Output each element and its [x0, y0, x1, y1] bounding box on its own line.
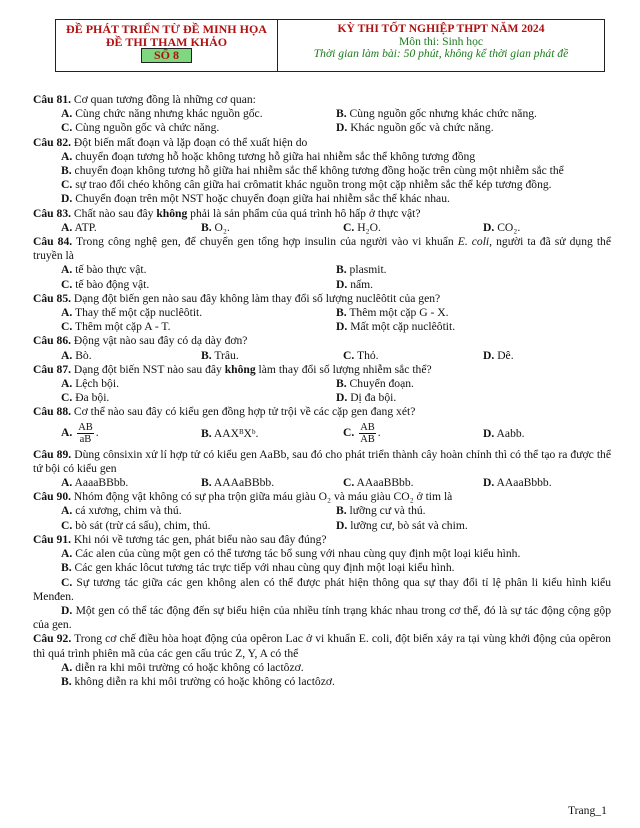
- option-a: cá xương, chim và thú.: [75, 504, 182, 518]
- option-d: CO₂.: [497, 220, 521, 234]
- option-label: A.: [61, 306, 73, 320]
- option-d: Khác nguồn gốc và chức năng.: [350, 121, 494, 135]
- option-label: C.: [61, 575, 73, 589]
- question-number: Câu 83.: [33, 206, 72, 220]
- option-label: A.: [61, 504, 73, 518]
- option-label: C.: [61, 121, 73, 135]
- question-number: Câu 86.: [33, 334, 72, 348]
- question-text: Trong cơ chế điều hòa hoạt động của opêron Lac ở vi khuẩn E. coli, đột biến xảy ra tại vùng khởi động của opêron thì quá trình phiên mã của các gen cấu trúc Z, Y, A có thể: [33, 632, 611, 660]
- options-row: A. $\frac{AB}{aB}$ . B. AAXᴮXᵇ. C. $\frac{AB}{AB}$ . D. Aabb.: [61, 422, 525, 446]
- option-label: D.: [483, 348, 495, 362]
- options-row: [33, 306, 611, 320]
- options-row: [33, 476, 611, 490]
- question-number: Câu 82.: [33, 135, 72, 149]
- question-81: [33, 93, 611, 107]
- question-89: [33, 448, 611, 476]
- option-a: Thay thế một cặp nuclêôtit.: [74, 306, 203, 320]
- question-text: Trong công nghệ gen, để chuyển gen tổng hợp insulin của người vào vi khuẩn: [72, 235, 458, 249]
- option-c: bò sát (trừ cá sấu), chim, thú.: [75, 518, 211, 532]
- question-text: Chất nào sau đây: [71, 206, 157, 220]
- header-left-line2: ĐỀ THI THAM KHẢO: [105, 34, 228, 49]
- header-left: [56, 20, 278, 71]
- option-label: C.: [61, 391, 73, 405]
- question-91: [33, 533, 611, 547]
- option-b: Trâu.: [214, 348, 239, 362]
- option-d: Mất một cặp nuclêôtit.: [350, 320, 456, 334]
- option-b: AAAaBBbb.: [213, 476, 275, 490]
- question-85: [33, 292, 611, 306]
- option-label: B.: [336, 306, 347, 320]
- option-c: Thỏ.: [356, 348, 379, 362]
- option-c: Thêm một cặp A - T.: [74, 320, 171, 334]
- option-label: B.: [201, 476, 212, 490]
- question-text: Dùng cônsixin xử lí hợp tử có kiểu gen AaBb, sau đó cho phát triển thành cây hoàn chỉnh thì có thể tạo ra được thể tứ bội có kiểu gen: [33, 447, 611, 475]
- question-text: phải là sản phẩm của quá trình hô hấp ở thực vật?: [187, 206, 421, 220]
- question-number: Câu 90.: [33, 490, 72, 504]
- option-d: Một gen có thể tác động đến sự biểu hiện của nhiều tính trạng khác nhau trong cơ thể, đó là sự tác động cộng gộp của gen.: [33, 603, 611, 632]
- option-b-row: [33, 561, 611, 575]
- question-number: Câu 88.: [33, 405, 72, 419]
- option-c: Cùng nguồn gốc và chức năng.: [75, 121, 220, 135]
- option-b: Các gen khác lôcut tương tác trực tiếp với nhau cùng quy định một loại kiểu hình.: [74, 561, 455, 575]
- option-label: A.: [61, 377, 73, 391]
- options-row: [33, 221, 611, 235]
- option-label: B.: [336, 263, 347, 277]
- option-b: Thêm một cặp G - X.: [349, 306, 449, 320]
- options-row: [33, 278, 611, 292]
- question-number: Câu 87.: [33, 362, 72, 376]
- option-label: A.: [61, 149, 73, 163]
- option-a: AaaaBBbb.: [74, 476, 129, 490]
- option-label: B.: [61, 561, 72, 575]
- fraction-denominator: AB: [360, 434, 375, 446]
- option-c-fraction: [359, 422, 376, 445]
- fraction-denominator: aB: [79, 434, 92, 446]
- option-c: AAaaBBbb.: [356, 476, 414, 490]
- option-c-row: [33, 178, 611, 192]
- option-b-row: [33, 164, 611, 178]
- option-b: Cùng nguồn gốc nhưng khác chức năng.: [349, 107, 537, 121]
- option-label: A.: [61, 263, 73, 277]
- question-text: Khi nói về tương tác gen, phát biểu nào sau đây đúng?: [71, 532, 327, 546]
- options-row: [33, 121, 611, 135]
- options-row: [33, 377, 611, 391]
- option-c: sự trao đổi chéo không cân giữa hai crômatit khác nguồn trong một cặp nhiễm sắc thể kép tương đồng.: [75, 178, 552, 192]
- question-emphasis: không: [224, 362, 256, 376]
- option-label: B.: [201, 220, 212, 234]
- option-c: Đa bội.: [75, 391, 110, 405]
- option-label: D.: [336, 391, 348, 405]
- question-87: [33, 363, 611, 377]
- option-label: D.: [61, 192, 73, 206]
- question-text: Dạng đột biến gen nào sau đây không làm thay đổi số lượng nuclêôtit của gen?: [71, 291, 441, 305]
- option-b: Chuyển đoạn.: [349, 377, 414, 391]
- option-label: C.: [343, 426, 355, 440]
- option-c: tế bào động vật.: [75, 277, 150, 291]
- option-a: diễn ra khi môi trường có hoặc không có lactôzơ.: [75, 660, 304, 674]
- option-label: D.: [336, 320, 348, 334]
- exam-number-badge: SỐ 8: [141, 48, 192, 63]
- option-d: Chuyển đoạn trên một NST hoặc chuyển đoạn giữa hai nhiễm sắc thể khác nhau.: [75, 192, 450, 206]
- option-label: B.: [61, 164, 72, 178]
- option-c: Sự tương tác giữa các gen không alen có thể được phát hiện thông qua sự thay đổi tỉ lệ phân li kiểu hình kiểu Menđen.: [33, 575, 611, 603]
- option-a: chuyển đoạn tương hỗ hoặc không tương hỗ giữa hai nhiễm sắc thể không tương đồng: [75, 149, 476, 163]
- page-number: Trang_1: [568, 804, 607, 817]
- option-a: ATP.: [74, 220, 97, 234]
- option-label: A.: [61, 426, 73, 440]
- question-text: làm thay đổi số lượng nhiễm sắc thể?: [255, 362, 432, 376]
- option-b: plasmit.: [349, 263, 387, 277]
- exam-subject: Môn thi: Sinh học: [398, 34, 484, 48]
- option-c-row: [33, 576, 611, 604]
- question-number: Câu 92.: [33, 632, 72, 646]
- option-label: B.: [336, 377, 347, 391]
- question-number: Câu 81.: [33, 93, 72, 106]
- option-d: Aabb.: [496, 426, 525, 440]
- option-label: B.: [201, 348, 212, 362]
- option-a-row: [33, 661, 611, 675]
- option-d: Dị đa bội.: [350, 391, 397, 405]
- option-b-row: [33, 675, 611, 689]
- options-row: [33, 320, 611, 334]
- fraction-numerator: AB: [360, 422, 375, 434]
- option-label: D.: [61, 603, 73, 617]
- question-number: Câu 91.: [33, 532, 72, 546]
- option-a: Lệch bội.: [75, 377, 119, 391]
- option-label: D.: [336, 518, 348, 532]
- question-90: [33, 490, 611, 504]
- question-species: E. coli: [457, 235, 490, 249]
- option-label: D.: [483, 426, 495, 440]
- option-b: O₂.: [214, 220, 230, 234]
- option-b: lưỡng cư và thú.: [349, 504, 426, 518]
- question-86: [33, 334, 611, 348]
- option-label: C.: [343, 348, 355, 362]
- question-92: [33, 632, 611, 660]
- option-label: C.: [61, 518, 73, 532]
- header-left-line1: ĐỀ PHÁT TRIỂN TỪ ĐỀ MINH HỌA: [66, 22, 267, 36]
- options-row: [33, 519, 611, 533]
- question-84: [33, 235, 611, 263]
- option-label: A.: [61, 220, 73, 234]
- option-label: C.: [343, 220, 355, 234]
- question-text: , người ta đã sử dụng thể truyền là: [33, 235, 611, 263]
- option-d: nấm.: [350, 277, 374, 291]
- options-row: [33, 504, 611, 518]
- fraction-numerator: AB: [78, 422, 93, 434]
- options-row: [33, 107, 611, 121]
- question-83: [33, 207, 611, 221]
- exam-header: [55, 19, 605, 72]
- options-row: [33, 263, 611, 277]
- option-label: A.: [61, 660, 73, 674]
- option-b: không diễn ra khi môi trường có hoặc không có lactôzơ.: [74, 674, 335, 688]
- option-d-row: [33, 192, 611, 206]
- option-label: B.: [336, 504, 347, 518]
- option-label: A.: [61, 107, 73, 121]
- question-text: Cơ thể nào sau đây có kiểu gen đồng hợp tử trội về các cặp gen đang xét?: [71, 405, 416, 419]
- question-text: Cơ quan tương đồng là những cơ quan:: [71, 93, 256, 106]
- option-label: A.: [61, 348, 73, 362]
- exam-title: KỲ THI TỐT NGHIỆP THPT NĂM 2024: [337, 22, 545, 35]
- option-label: B.: [201, 426, 212, 440]
- option-label: D.: [336, 121, 348, 135]
- question-number: Câu 84.: [33, 235, 73, 249]
- option-label: C.: [61, 320, 73, 334]
- question-emphasis: không: [156, 206, 188, 220]
- option-label: A.: [61, 476, 73, 490]
- question-number: Câu 89.: [33, 447, 72, 461]
- question-text: Động vật nào sau đây có dạ dày đơn?: [71, 334, 248, 348]
- option-b: AAXᴮXᵇ.: [213, 426, 259, 440]
- option-label: B.: [336, 107, 347, 121]
- option-a-row: [33, 547, 611, 561]
- option-d-row: [33, 604, 611, 632]
- option-d: AAaaBbbb.: [496, 476, 552, 490]
- option-d: lưỡng cư, bò sát và chim.: [350, 518, 468, 532]
- exam-duration: Thời gian làm bài: 50 phút, không kể thời gian phát đề: [313, 47, 569, 60]
- option-label: D.: [483, 220, 495, 234]
- question-88: [33, 405, 611, 419]
- option-label: D.: [336, 277, 348, 291]
- question-text: Nhóm động vật không có sự pha trộn giữa máu giàu O₂ và máu giàu CO₂ ở tim là: [71, 490, 453, 504]
- question-82: [33, 136, 611, 150]
- option-label: C.: [343, 476, 355, 490]
- option-a: Các alen của cùng một gen có thể tương tác bổ sung với nhau cùng quy định một loại kiểu hình.: [75, 547, 521, 561]
- question-list: [33, 93, 611, 689]
- option-label: C.: [61, 277, 73, 291]
- option-label: D.: [483, 476, 495, 490]
- option-c: H₂O.: [357, 220, 381, 234]
- option-label: A.: [61, 547, 73, 561]
- option-label: B.: [61, 674, 72, 688]
- question-number: Câu 85.: [33, 291, 72, 305]
- option-a: Bò.: [75, 348, 92, 362]
- option-b: chuyển đoạn không tương hỗ giữa hai nhiễm sắc thể không tương đồng hoặc trên cùng một nhiễm sắc thể: [74, 164, 564, 178]
- header-right: [278, 20, 604, 71]
- option-a: tế bào thực vật.: [75, 263, 147, 277]
- option-label: C.: [61, 178, 73, 192]
- option-a-row: [33, 150, 611, 164]
- option-a: Cùng chức năng nhưng khác nguồn gốc.: [75, 107, 263, 121]
- option-d: Dê.: [497, 348, 514, 362]
- question-text: Đột biến mất đoạn và lặp đoạn có thể xuất hiện do: [71, 135, 308, 149]
- options-row: [33, 349, 611, 363]
- option-a-fraction: [77, 422, 94, 445]
- question-text: Dạng đột biến NST nào sau đây: [71, 362, 225, 376]
- options-row: [33, 391, 611, 405]
